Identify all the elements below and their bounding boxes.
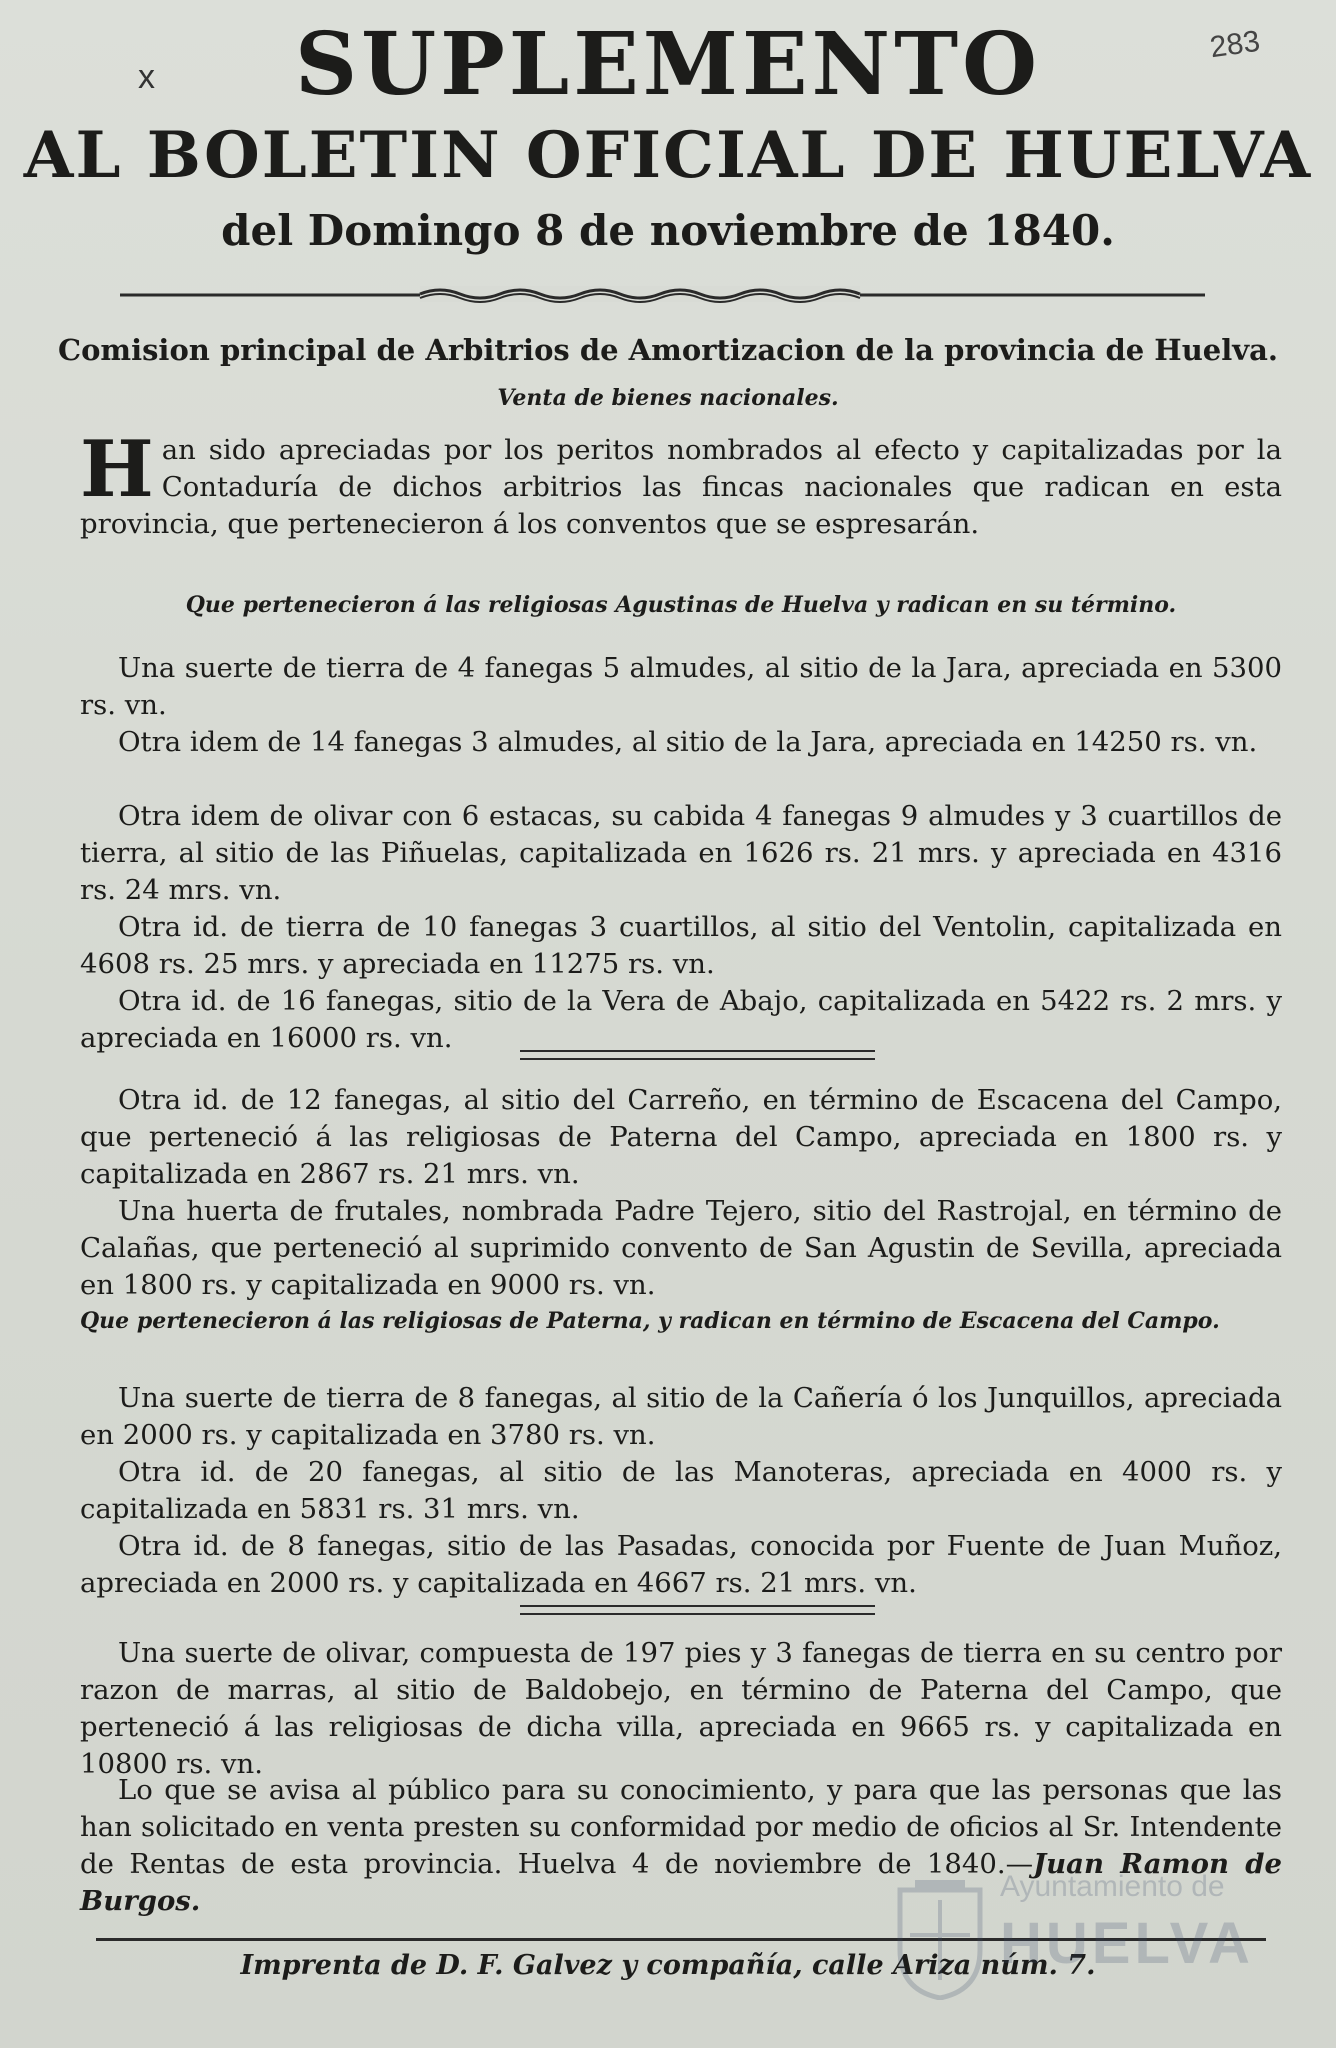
list-item: Una suerte de olivar, compuesta de 197 pies y 3 fanegas de tierra en su centro por razon de marras, al sitio de Baldobejo, en término de Paterna del Campo, que perteneció á las religiosas de dicha villa, apreciada en 9665 rs. y capitalizada en 10800 rs. vn. [80, 1637, 1282, 1780]
handwritten-page-number: 283 [1207, 24, 1263, 65]
intro-paragraph [80, 424, 1282, 543]
drop-cap: H [80, 424, 154, 515]
list-item: Una suerte de tierra de 4 fanegas 5 almudes, al sitio de la Jara, apreciada en 5300 rs. vn. [80, 652, 1282, 721]
list-item: Una suerte de tierra de 8 fanegas, al sitio de la Cañería ó los Junquillos, apreciada en 2000 rs. y capitalizada en 3780 rs. vn. [80, 1382, 1282, 1451]
watermark-line2: HUELVA [1000, 1911, 1254, 1976]
archive-watermark [890, 1862, 1254, 2012]
closing-text: Lo que se avisa al público para su conocimiento, y para que las personas que las han solicitado en venta presten su conformidad por medio de oficios al Sr. Intendente de Rentas de esta provincia. Huelva 4 de noviembre de 1840.— [80, 1774, 1282, 1880]
section-heading: Comision principal de Arbitrios de Amortizacion de la provincia de Huelva. [57, 333, 1278, 367]
double-rule [520, 1605, 875, 1615]
list-item: Una huerta de frutales, nombrada Padre Tejero, sitio del Rastrojal, en término de Calañas, que perteneció al suprimido convento de San Agustin de Sevilla, apreciada en 1800 rs. y capitalizada en 9000 rs. vn. [80, 1195, 1282, 1301]
corner-mark: x [138, 58, 155, 96]
section-subheading: Venta de bienes nacionales. [497, 385, 839, 411]
list-item: Otra idem de olivar con 6 estacas, su cabida 4 fanegas 9 almudes y 3 cuartillos de tierra, al sitio de las Piñuelas, capitalizada en 1626 rs. 21 mrs. y apreciada en 4316 rs. 24 mrs. vn. [80, 800, 1282, 906]
group-heading-agustinas: Que pertenecieron á las religiosas Agustinas de Huelva y radican en su término. [185, 592, 1177, 618]
intro-text: an sido apreciadas por los peritos nombrados al efecto y capitalizadas por la Contaduría de dichos arbitrios las fincas nacionales que radican en esta provincia, que pertenecieron á los conventos que se espresarán. [80, 434, 1282, 540]
coat-of-arms-icon [890, 1870, 990, 2000]
list-item: Otra id. de 16 fanegas, sitio de la Vera de Abajo, capitalizada en 5422 rs. 2 mrs. y apreciada en 16000 rs. vn. [80, 985, 1282, 1054]
list-item: Otra idem de 14 fanegas 3 almudes, al sitio de la Jara, apreciada en 14250 rs. vn. [118, 726, 1258, 758]
group-heading-paterna: Que pertenecieron á las religiosas de Paterna, y radican en término de Escacena del Campo. [80, 1308, 1220, 1334]
list-item: Otra id. de tierra de 10 fanegas 3 cuartillos, al sitio del Ventolin, capitalizada en 4608 rs. 25 mrs. y apreciada en 11275 rs. vn. [80, 911, 1282, 980]
list-item: Otra id. de 8 fanegas, sitio de las Pasadas, conocida por Fuente de Juan Muñoz, apreciada en 2000 rs. y capitalizada en 4667 rs. 21 mrs. vn. [80, 1530, 1282, 1599]
signature: Juan Ramon de Burgos. [80, 1848, 1282, 1917]
document-title: SUPLEMENTO [294, 14, 1042, 115]
document-subtitle: AL BOLETIN OFICIAL DE HUELVA [23, 118, 1313, 193]
list-item: Otra id. de 12 fanegas, al sitio del Carreño, en término de Escacena del Campo, que perteneció á las religiosas de Paterna del Campo, apreciada en 1800 rs. y capitalizada en 2867 rs. 21 mrs. vn. [80, 1084, 1282, 1190]
issue-date: del Domingo 8 de noviembre de 1840. [221, 206, 1115, 255]
ornamental-rule [120, 282, 1205, 304]
double-rule [520, 1050, 875, 1060]
imprint: Imprenta de D. F. Galvez y compañía, calle Ariza núm. 7. [240, 1950, 1096, 1981]
watermark-line1: Ayuntamiento de [1000, 1870, 1225, 1903]
list-item: Otra id. de 20 fanegas, al sitio de las Manoteras, apreciada en 4000 rs. y capitalizada en 5831 rs. 31 mrs. vn. [80, 1456, 1282, 1525]
